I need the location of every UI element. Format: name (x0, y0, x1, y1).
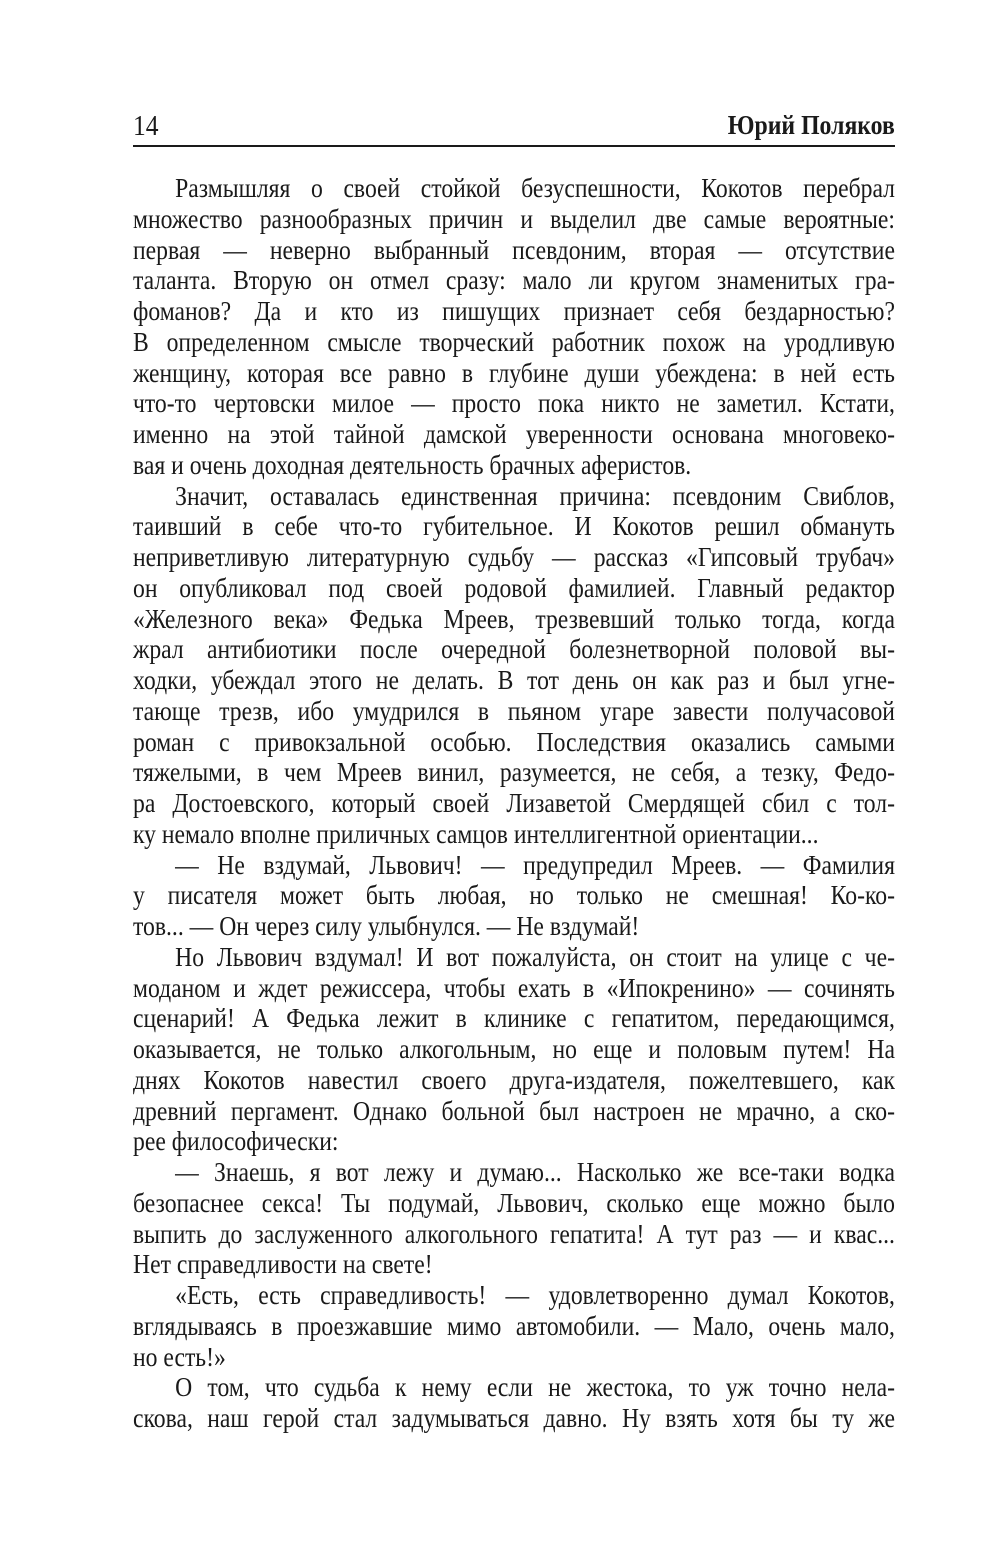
text-line (133, 1096, 895, 1127)
text-line-content: рее философически: (133, 1125, 339, 1157)
page-number: 14 (133, 110, 159, 142)
text-line (133, 1249, 895, 1280)
text-line (133, 757, 895, 788)
text-line (133, 1372, 895, 1403)
text-line-content: именно на этой тайной дамской уверенности основана многовеко- (133, 418, 895, 449)
text-line (133, 727, 895, 758)
text-line (133, 850, 895, 881)
text-line (133, 604, 895, 635)
text-line (133, 450, 895, 481)
text-line-content: ходки, убеждал этого не делать. В тот день он как раз и был угне- (133, 664, 895, 695)
text-line-content: тов... — Он через силу улыбнулся. — Не вздумай! (133, 910, 640, 941)
text-line-content: роман с привокзальной особью. Последствия оказались самыми (133, 725, 895, 757)
text-line-content: тающе трезв, ибо умудрился в пьяном угаре завести получасовой (133, 694, 895, 726)
text-line (133, 542, 895, 573)
text-line (133, 511, 895, 542)
text-line (133, 481, 895, 512)
text-line-content: но есть!» (133, 1340, 226, 1372)
text-line-content: первая — неверно выбранный псевдоним, вторая — отсутствие (133, 233, 895, 265)
text-line (133, 1126, 895, 1157)
text-line-content: Нет справедливости на свете! (133, 1248, 433, 1280)
text-line (133, 419, 895, 450)
text-line (133, 388, 895, 419)
text-line-content: Значит, оставалась единственная причина: псевдоним Свиблов, (175, 479, 895, 511)
text-line (133, 634, 895, 665)
text-line (133, 911, 895, 942)
text-line-content: ку немало вполне приличных самцов интеллигентной ориентации... (133, 817, 819, 849)
text-line (133, 1342, 895, 1373)
text-line (133, 1003, 895, 1034)
text-line (133, 1403, 895, 1434)
text-line-content: «Железного века» Федька Мреев, трезвевший только тогда, когда (133, 602, 895, 634)
text-line (133, 665, 895, 696)
paragraph (133, 1372, 895, 1434)
text-line (133, 1188, 895, 1219)
text-line-content: — Знаешь, я вот лежу и думаю... Насколько же все-таки водка (175, 1156, 895, 1187)
text-line-content: вая и очень доходная деятельность брачных аферистов. (133, 448, 692, 480)
text-line (133, 235, 895, 266)
text-line-content: выпить до заслуженного алкогольного гепатита! А тут раз — и квас... (133, 1217, 895, 1249)
text-line (133, 880, 895, 911)
text-line-content: моданом и ждет режиссера, чтобы ехать в «Ипокренино» — сочинять (133, 971, 895, 1003)
text-line (133, 973, 895, 1004)
header-rule (133, 145, 895, 147)
paragraph (133, 942, 895, 1157)
text-line-content: Но Львович вздумал! И вот пожалуйста, он стоит на улице с че- (175, 940, 895, 972)
text-line-content: — Не вздумай, Львович! — предупредил Мреев. — Фамилия (175, 848, 895, 880)
paragraph (133, 173, 895, 481)
body-text (133, 173, 895, 1434)
text-line-content: неприветливую литературную судьбу — рассказ «Гипсовый трубач» (133, 541, 895, 572)
text-line-content: сценарий! А Федька лежит в клинике с гепатитом, передающимся, (133, 1002, 895, 1034)
text-line-content: тяжелыми, в чем Мреев винил, разумеется, не себя, а тезку, Федо- (133, 756, 895, 788)
text-line-content: множество разнообразных причин и выделил две самые вероятные: (133, 202, 895, 234)
text-line-content: у писателя может быть любая, но только не смешная! Ко-ко- (133, 879, 895, 911)
text-line (133, 1034, 895, 1065)
text-line (133, 327, 895, 358)
text-line (133, 573, 895, 604)
text-line (133, 296, 895, 327)
text-line-content: скова, наш герой стал задумываться давно. Ну взять хотя бы ту же (133, 1402, 895, 1433)
text-line (133, 819, 895, 850)
text-line (133, 696, 895, 727)
text-line-content: таивший в себе что-то губительное. И Кокотов решил обмануть (133, 510, 895, 542)
paragraph (133, 1157, 895, 1280)
text-line-content: жрал антибиотики после очередной болезнетворной половой вы- (133, 633, 895, 665)
text-line-content: «Есть, есть справедливость! — удовлетворенно думал Кокотов, (175, 1279, 895, 1310)
text-line (133, 173, 895, 204)
text-line-content: вглядываясь в проезжавшие мимо автомобили. — Мало, очень мало, (133, 1309, 895, 1341)
text-line (133, 358, 895, 389)
paragraph (133, 481, 895, 850)
text-line-content: оказывается, не только алкогольным, но еще и половым путем! На (133, 1033, 895, 1064)
text-line (133, 1280, 895, 1311)
text-line (133, 1157, 895, 1188)
text-line-content: В определенном смысле творческий работник похож на уродливую (133, 325, 895, 357)
text-line (133, 1065, 895, 1096)
text-line-content: женщину, которая все равно в глубине души убеждена: в ней есть (133, 356, 895, 388)
text-line-content: ра Достоевского, который своей Лизаветой Смердящей сбил с тол- (133, 787, 895, 818)
text-line (133, 1219, 895, 1250)
text-line (133, 204, 895, 235)
text-line-content: Размышляя о своей стойкой безуспешности, Кокотов перебрал (175, 172, 895, 203)
text-line (133, 1311, 895, 1342)
text-line-content: безопаснее секса! Ты подумай, Львович, сколько еще можно было (133, 1186, 895, 1218)
text-line-content: днях Кокотов навестил своего друга-издателя, пожелтевшего, как (133, 1063, 895, 1095)
text-line-content: что-то чертовски милое — просто пока никто не заметил. Кстати, (133, 387, 895, 419)
text-line-content: древний пергамент. Однако больной был настроен не мрачно, а ско- (133, 1094, 895, 1126)
text-line-content: фоманов? Да и кто из пишущих признает себя бездарностью? (133, 295, 895, 326)
text-line (133, 788, 895, 819)
text-line-content: он опубликовал под своей родовой фамилией. Главный редактор (133, 571, 895, 603)
text-line (133, 942, 895, 973)
paragraph (133, 850, 895, 942)
text-line-content: таланта. Вторую он отмел сразу: мало ли кругом знаменитых гра- (133, 264, 895, 296)
text-line (133, 265, 895, 296)
running-header (133, 104, 895, 144)
running-title-author: Юрий Поляков (727, 110, 895, 140)
text-line-content: О том, что судьба к нему если не жестока, то уж точно нела- (175, 1371, 895, 1403)
paragraph (133, 1280, 895, 1372)
